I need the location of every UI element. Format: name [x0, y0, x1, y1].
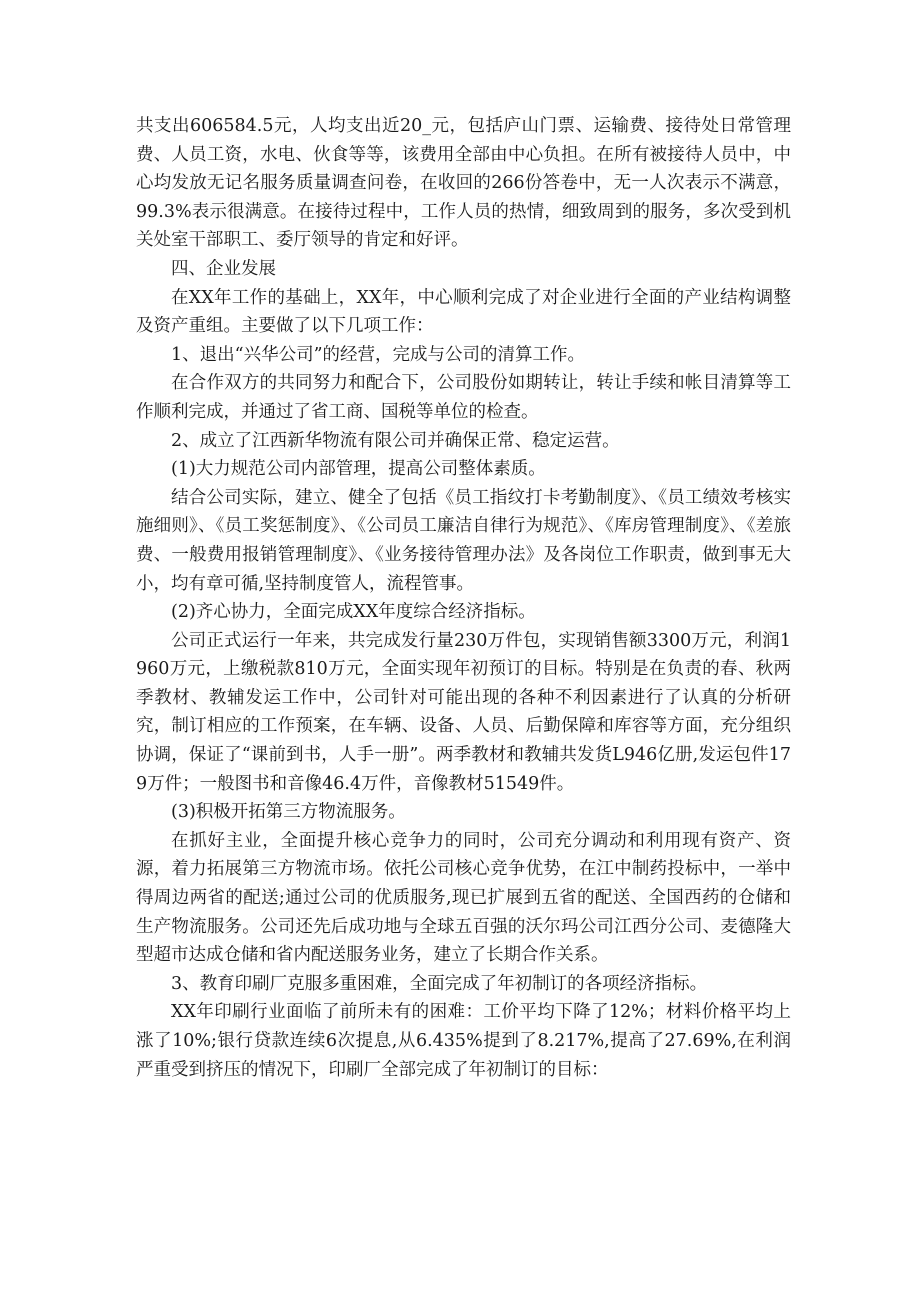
document-body	[136, 112, 791, 1084]
paragraph-management-rules: 结合公司实际，建立、健全了包括《员工指纹打卡考勤制度》、《员工绩效考核实施细则》、《员工奖惩制度》、《公司员工廉洁自律行为规范》、《库房管理制度》、《差旅费、一般费用报销管理制度》、《业务接待管理办法》及各岗位工作职责，做到事无大小，均有章可循,坚持制度管人，流程管事。	[136, 487, 791, 594]
paragraph-third-party-logistics: 在抓好主业，全面提升核心竞争力的同时，公司充分调动和利用现有资产、资源，着力拓展第三方物流市场。依托公司核心竞争优势，在江中制药投标中，一举中得周边两省的配送;通过公司的优质服务,现已扩展到五省的配送、全国西药的仓储和生产物流服务。公司还先后成功地与全球五百强的沃尔玛公司江西分公司、麦德隆大型超市达成仓储和省内配送服务业务，建立了长期合作关系。	[136, 830, 791, 966]
paragraph-continued-expenditure: 共支出606584.5元，人均支出近20_元，包括庐山门票、运输费、接待处日常管理费、人员工资，水电、伙食等等，该费用全部由中心负担。在所有被接待人员中，中心均发放无记名服务质量调查问卷，在收回的266份答卷中，无一人次表示不满意，99.3%表示很满意。在接待过程中，工作人员的热情，细致周到的服务，多次受到机关处室干部职工、委厅领导的肯定和好评。	[136, 116, 791, 251]
subitem-heading-3: (3)积极开拓第三方物流服务。	[171, 802, 406, 823]
paragraph-printing-factory: XX年印刷行业面临了前所未有的困难：工价平均下降了12%；材料价格平均上涨了10%;银行贷款连续6次提息,从6.435%提到了8.217%,提高了27.69%,在利润严重受到挤压的情况下，印刷厂全部完成了年初制订的目标：	[136, 1002, 791, 1080]
item-heading-2: 2、成立了江西新华物流有限公司并确保正常、稳定运营。	[171, 430, 620, 451]
paragraph-economic-results: 公司正式运行一年来，共完成发行量230万件包，实现销售额3300万元，利润1960万元，上缴税款810万元，全面实现年初预订的目标。特别是在负责的春、秋两季教材、教辅发运工作中，公司针对可能出现的各种不利因素进行了认真的分析研究，制订相应的工作预案，在车辆、设备、人员、后勤保障和库容等方面，充分组织协调，保证了“课前到书，人手一册”。两季教材和教辅共发货L946亿册,发运包件179万件；一般图书和音像46.4万件，音像教材51549件。	[136, 630, 791, 794]
paragraph-restructuring-intro: 在XX年工作的基础上，XX年，中心顺利完成了对企业进行全面的产业结构调整及资产重组。主要做了以下几项工作：	[136, 287, 791, 337]
section-heading-enterprise-development: 四、企业发展	[171, 258, 276, 279]
paragraph-share-transfer: 在合作双方的共同努力和配合下，公司股份如期转让，转让手续和帐目清算等工作顺利完成，并通过了省工商、国税等单位的检查。	[136, 373, 791, 422]
subitem-heading-1: (1)大力规范公司内部管理，提高公司整体素质。	[171, 459, 546, 480]
subitem-heading-2: (2)齐心协力，全面完成XX年度综合经济指标。	[171, 602, 536, 623]
item-heading-1: 1、退出“兴华公司”的经营，完成与公司的清算工作。	[171, 344, 586, 365]
item-heading-3: 3、教育印刷厂克服多重困难，全面完成了年初制订的各项经济指标。	[171, 973, 708, 994]
